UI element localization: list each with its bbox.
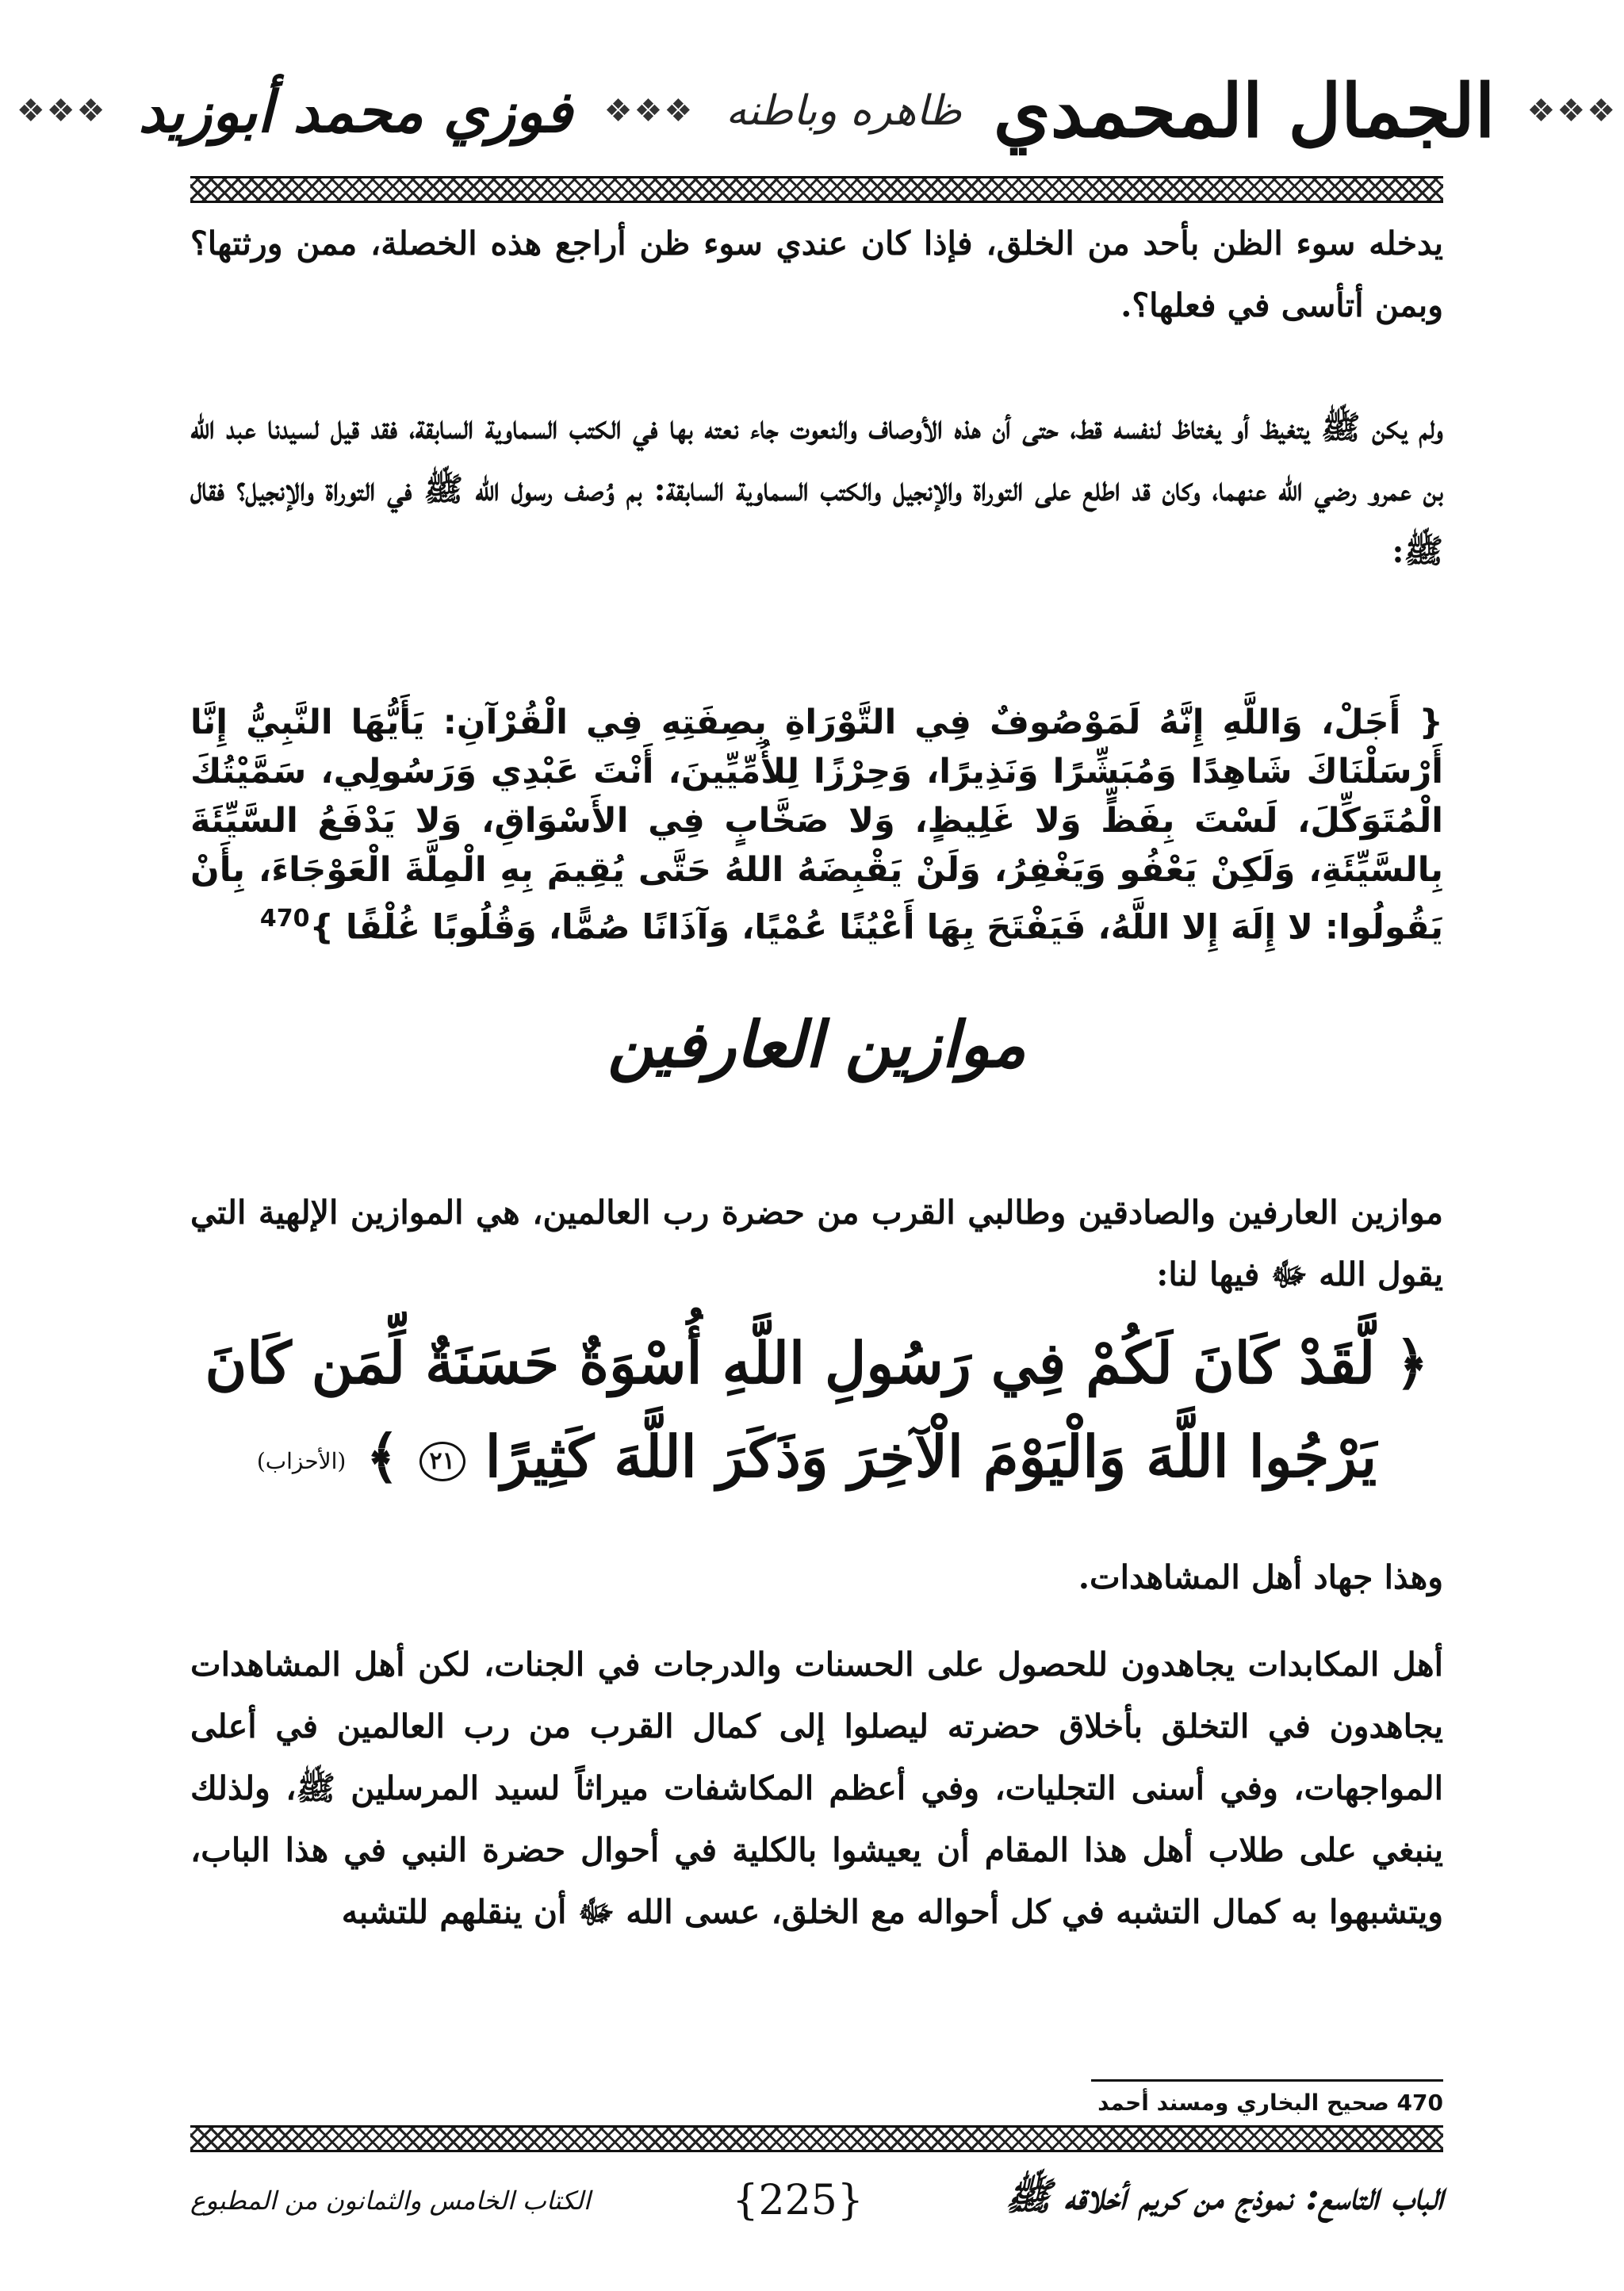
footnote: 470 صحيح البخاري ومسند أحمد (1097, 2090, 1443, 2116)
paragraph-1: يدخله سوء الظن بأحد من الخلق، فإذا كان عندي سوء ظن أراجع هذه الخصلة، ممن ورثتها؟ وبمن أتأسى في فعلها؟. (190, 224, 1443, 324)
page-footer (190, 2165, 1443, 2236)
verse-text: ﴿ لَّقَدْ كَانَ لَكُمْ فِي رَسُولِ اللَّهِ أُسْوَةٌ حَسَنَةٌ لِّمَن كَانَ يَرْجُوا اللَّهَ وَالْيَوْمَ الْآخِرَ وَذَكَرَ اللَّهَ كَثِيرًا (205, 1329, 1429, 1490)
section-title: موازين العارفين (607, 1007, 1026, 1082)
hadith-text: { أَجَلْ، وَاللَّهِ إِنَّهُ لَمَوْصُوفٌ فِي التَّوْرَاةِ بِصِفَتِهِ فِي الْقُرْآنِ: يَأَيُّهَا النَّبِيُّ إِنَّا أَرْسَلْنَاكَ شَاهِدًا وَمُبَشِّرًا وَنَذِيرًا، وَحِرْزًا لِلأُمِّيِّينَ، أَنْتَ عَبْدِي وَرَسُولِي، سَمَّيْتُكَ الْمُتَوَكِّلَ، لَسْتَ بِفَظٍّ وَلا غَلِيظٍ، وَلا صَخَّابٍ فِي الأَسْوَاقِ، وَلا يَدْفَعُ السَّيِّئَةَ بِالسَّيِّئَةِ، وَلَكِنْ يَعْفُو وَيَغْفِرُ، وَلَنْ يَقْبِضَهُ اللهُ حَتَّى يُقِيمَ بِهِ الْمِلَّةَ الْعَوْجَاءَ، بِأَنْ يَقُولُوا: لا إِلَهَ إِلا اللَّهُ، فَيَفْتَحَ بِهَا أَعْيُنًا عُمْيًا، وَآذَانًا صُمًّا، وَقُلُوبًا غُلْفًا } (190, 703, 1443, 948)
paragraph-4: وهذا جهاد أهل المشاهدات. (1078, 1558, 1443, 1596)
page-number: {225} (732, 2177, 864, 2224)
surah-reference: (الأحزاب) (256, 1448, 347, 1474)
author-name: فوزي محمد أبوزيد (138, 77, 573, 145)
book-subtitle: ظاهره وباطنه (726, 87, 962, 135)
chapter-title: الباب التاسع: نموذج من كريم أخلاقه ﷺ (1005, 2174, 1443, 2219)
book-edition: الكتاب الخامس والثمانون من المطبوع (190, 2186, 591, 2216)
footnote-mark: 470 (259, 905, 310, 933)
hadith-quote (190, 698, 1443, 952)
header-ornament-border (190, 176, 1443, 203)
footer-ornament-border (190, 2125, 1443, 2152)
verse-number: ٢١ (419, 1442, 465, 1481)
ornament-left: ❖❖❖ (16, 93, 107, 129)
page-header (16, 56, 1618, 198)
paragraph-2: ولم يكن ﷺ يتغيظ أو يغتاظ لنفسه قط، حتى أن هذه الأوصاف والنعوت جاء نعته بها في الكتب السماوية السابقة، فقد قيل لسيدنا عبد الله بن عمرو رضي الله عنهما، وكان قد اطلع على التوراة والإنجيل والكتب السماوية السابقة: بم وُصف رسول الله ﷺ في التوراة والإنجيل؟ فقال ﷺ: (190, 408, 1443, 570)
ornament-right: ❖❖❖ (1526, 93, 1618, 129)
book-title: الجمال المحمدي (993, 68, 1496, 154)
ornament-middle: ❖❖❖ (603, 93, 695, 129)
paragraph-3: موازين العارفين والصادقين وطالبي القرب من حضرة رب العالمين، هي الموازين الإلهية التي يقول الله ﷻ فيها لنا: (190, 1193, 1443, 1293)
paragraph-5: أهل المكابدات يجاهدون للحصول على الحسنات والدرجات في الجنات، لكن أهل المشاهدات يجاهدون في التخلق بأخلاق حضرته ليصلوا إلى كمال القرب من رب العالمين في أعلى المواجهات، وفي أسنى التجليات، وفي أعظم المكاشفات ميراثاً لسيد المرسلين ﷺ، ولذلك ينبغي على طلاب أهل هذا المقام أن يعيشوا بالكلية في أحوال حضرة النبي في هذا الباب، ويتشبهوا به كمال التشبه في كل أحواله مع الخلق، عسى الله ﷻ أن ينقلهم للتشبه (190, 1645, 1443, 1931)
quran-verse (190, 1316, 1443, 1508)
header-row (16, 63, 1618, 159)
footnote-rule (1091, 2079, 1443, 2082)
verse-close-bracket: ﴾ (366, 1423, 400, 1490)
